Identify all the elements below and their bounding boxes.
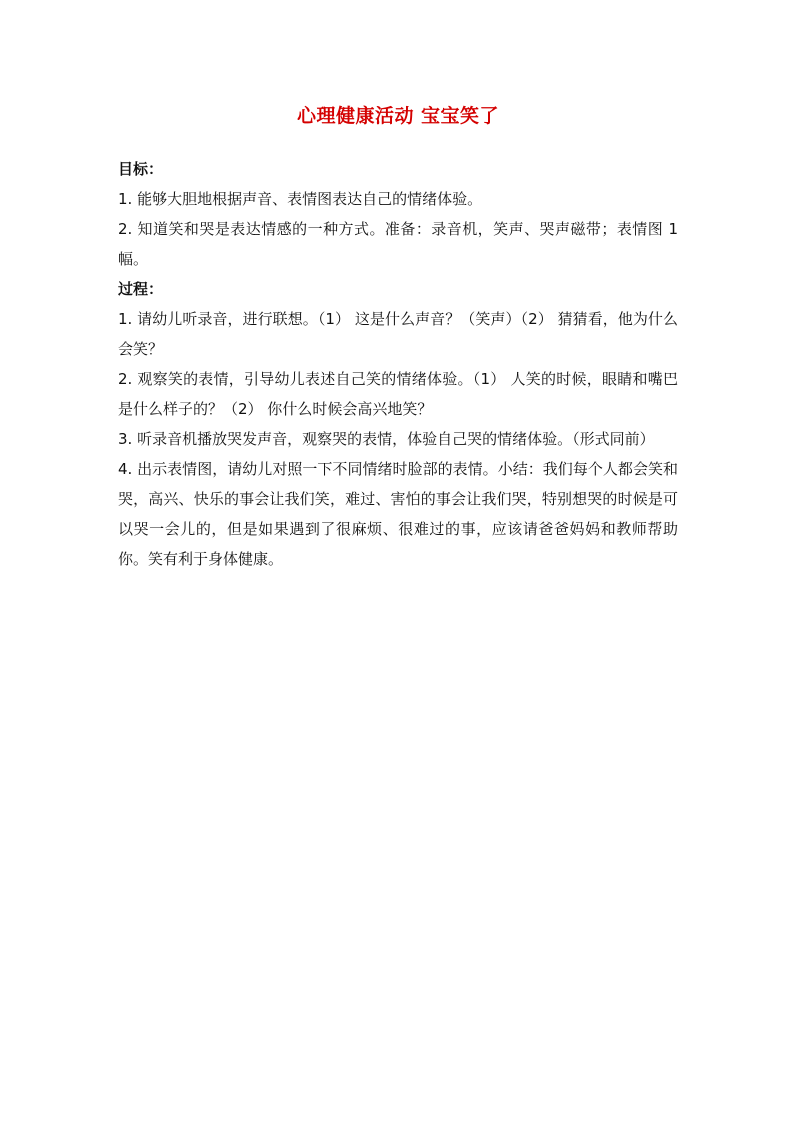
goals-section xyxy=(118,154,678,274)
document-title: 心理健康活动 宝宝笑了 xyxy=(296,105,500,127)
process-heading: 过程： xyxy=(118,280,164,298)
process-item-3: 3. 听录音机播放哭发声音，观察哭的表情，体验自己哭的情绪体验。（形式同前） xyxy=(118,430,655,448)
goals-heading: 目标： xyxy=(118,160,164,178)
goal-item-2: 2. 知道笑和哭是表达情感的一种方式。准备：录音机，笑声、哭声磁带；表情图 1 幅。 xyxy=(118,220,678,268)
process-item-1: 1. 请幼儿听录音，进行联想。（1） 这是什么声音？（笑声）（2） 猜猜看，他为什么会笑？ xyxy=(118,310,678,358)
goal-item-1: 1. 能够大胆地根据声音、表情图表达自己的情绪体验。 xyxy=(118,190,483,208)
document-content xyxy=(118,100,678,574)
process-item-2: 2. 观察笑的表情，引导幼儿表述自己笑的情绪体验。（1） 人笑的时候，眼睛和嘴巴是什么样子的？（2） 你什么时候会高兴地笑？ xyxy=(118,370,678,418)
process-section xyxy=(118,274,678,574)
process-item-4: 4. 出示表情图，请幼儿对照一下不同情绪时脸部的表情。小结：我们每个人都会笑和哭，高兴、快乐的事会让我们笑，难过、害怕的事会让我们哭，特别想哭的时候是可以哭一会儿的，但是如果遇到了很麻烦、很难过的事，应该请爸爸妈妈和教师帮助你。笑有利于身体健康。 xyxy=(118,460,678,568)
